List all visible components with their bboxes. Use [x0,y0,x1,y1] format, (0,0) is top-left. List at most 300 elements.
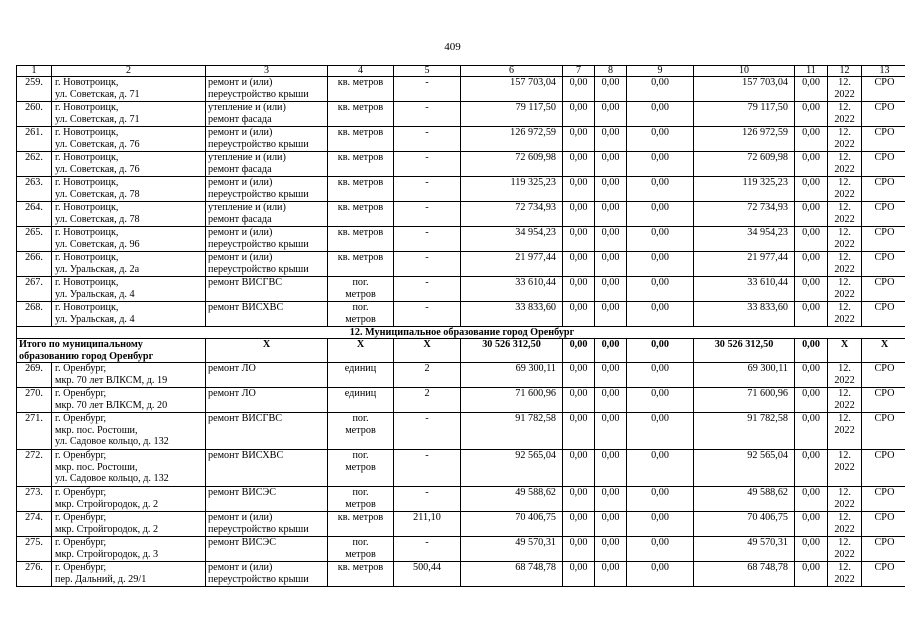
address-line: г. Новотроицк, [55,102,119,113]
address-line: ул. Садовое кольцо, д. 132 [55,436,169,448]
deadline-line: 2022 [834,399,855,411]
quantity [394,487,461,512]
cost-total-line: 92 565,04 [515,450,556,462]
cost-col7-line: 0,00 [569,102,588,113]
cost-col8-line: 0,00 [601,512,620,524]
row-number-line: 276. [25,562,43,574]
cost-col10-line: 34 954,23 [747,227,788,238]
address-line: г. Новотроицк, [55,227,119,238]
cost-col8-line: 0,00 [601,562,620,574]
work-type-line: переустройство крыши [208,88,309,100]
unit [328,202,394,227]
cost-col8 [595,363,627,388]
work-type [206,512,328,537]
table-row [17,537,905,562]
deadline-line: 12. [838,388,851,400]
cost-col11 [795,252,828,277]
cost-col10-line: 49 588,62 [747,487,788,499]
cost-col8-line: 0,00 [601,277,620,288]
deadline-line: 12. [838,277,851,288]
cost-total-line: 72 609,98 [515,152,556,163]
cost-total [461,512,563,537]
cost-col8 [595,302,627,327]
address-line: мкр. Стройгородок, д. 2 [55,498,159,510]
deadline-line: 12. [838,512,851,524]
cost-total [461,127,563,152]
total-cost [461,339,563,363]
cost-col7 [563,413,595,450]
address-line: г. Новотроицк, [55,202,119,213]
cost-col10 [694,202,795,227]
cost-col9 [627,277,694,302]
row-number [17,127,52,152]
row-number [17,450,52,487]
address-line: г. Оренбург, [55,450,107,462]
total-x5-line: X [423,339,431,350]
address-line: пер. Дальний, д. 29/1 [55,573,147,585]
unit-line: кв. метров [337,227,384,238]
table-row [17,127,905,152]
cost-col10 [694,512,795,537]
cost-col7 [563,562,595,587]
method [862,450,905,487]
cost-col8-line: 0,00 [601,487,620,499]
table-row [17,487,905,512]
cost-col7 [563,102,595,127]
total-col11 [795,339,828,363]
total-x3 [206,339,328,363]
unit [328,152,394,177]
quantity-line: 211,10 [413,512,441,524]
cost-col8 [595,487,627,512]
work-type-line: ремонт ВИСЭС [208,487,277,499]
table-row [17,450,905,487]
quantity-line: - [425,77,429,88]
address-line: ул. Уральская, д. 4 [55,288,135,300]
method-line: СРО [874,363,895,375]
deadline-line: 2022 [834,573,855,585]
row-number [17,202,52,227]
row-number-line: 269. [25,363,43,375]
address [52,302,206,327]
cost-col7 [563,512,595,537]
cost-col11 [795,562,828,587]
address [52,388,206,413]
address-line: г. Оренбург, [55,413,107,425]
method [862,202,905,227]
cost-col8 [595,127,627,152]
cost-total [461,277,563,302]
unit [328,102,394,127]
address-line: ул. Уральская, д. 2а [55,263,140,275]
unit [328,252,394,277]
deadline-line: 12. [838,152,851,163]
cost-col8-line: 0,00 [601,102,620,113]
deadline [828,388,862,413]
work-type [206,302,328,327]
cost-col9 [627,388,694,413]
deadline [828,302,862,327]
quantity [394,450,461,487]
cost-col8-line: 0,00 [601,77,620,88]
unit [328,413,394,450]
quantity [394,388,461,413]
cost-total-line: 49 588,62 [515,487,556,499]
quantity-line: - [425,252,429,263]
work-type [206,102,328,127]
quantity-line: - [425,413,429,425]
total-x13-line: X [880,339,889,350]
cost-col10 [694,363,795,388]
address [52,512,206,537]
unit [328,537,394,562]
address-line: г. Новотроицк, [55,77,119,88]
method-line: СРО [874,537,895,549]
column-number-4: 4 [328,66,394,77]
column-number-12: 12 [828,66,862,77]
cost-total [461,252,563,277]
cost-total-line: 68 748,78 [515,562,556,574]
method [862,177,905,202]
cost-col11-line: 0,00 [802,413,820,425]
address-line: г. Оренбург, [55,537,107,549]
method [862,487,905,512]
unit-line: пог. [352,450,369,462]
cost-col7 [563,363,595,388]
method-line: СРО [874,102,895,113]
address-line: ул. Уральская, д. 4 [55,313,135,325]
cost-col10 [694,152,795,177]
address-line: г. Оренбург, [55,487,107,499]
cost-col8-line: 0,00 [601,388,620,400]
cost-col10-line: 70 406,75 [747,512,788,524]
cost-col7-line: 0,00 [569,227,588,238]
row-number-line: 267. [25,277,43,288]
deadline [828,562,862,587]
cost-total [461,202,563,227]
work-type [206,537,328,562]
method [862,102,905,127]
cost-col10 [694,252,795,277]
deadline-line: 2022 [834,548,855,560]
cost-col10 [694,450,795,487]
row-number-line: 270. [25,388,43,400]
row-number-line: 261. [25,127,43,138]
cost-col11 [795,177,828,202]
section-header-row [17,327,905,339]
unit-line: кв. метров [337,127,384,138]
deadline-line: 2022 [834,88,855,100]
cost-col7-line: 0,00 [569,277,588,288]
address-line: г. Оренбург, [55,512,107,524]
unit [328,302,394,327]
quantity-line: 2 [424,363,430,375]
deadline [828,177,862,202]
cost-col8-line: 0,00 [601,227,620,238]
unit [328,77,394,102]
work-type [206,562,328,587]
address-line: г. Новотроицк, [55,177,119,188]
address-line: ул. Советская, д. 71 [55,88,140,100]
cost-col8-line: 0,00 [601,127,620,138]
address-line: г. Оренбург, [55,363,107,375]
cost-col10-line: 69 300,11 [747,363,788,375]
deadline-line: 12. [838,252,851,263]
address-line: ул. Советская, д. 76 [55,163,140,175]
deadline [828,450,862,487]
cost-col7 [563,388,595,413]
quantity [394,363,461,388]
cost-col9-line: 0,00 [651,413,669,425]
deadline [828,252,862,277]
deadline-line: 2022 [834,288,855,300]
row-number [17,302,52,327]
cost-total [461,177,563,202]
unit-line: пог. [352,487,369,499]
cost-col10 [694,388,795,413]
work-type-line: ремонт ВИСГВС [208,277,283,288]
deadline-line: 2022 [834,113,855,125]
cost-total [461,77,563,102]
method [862,562,905,587]
table-row [17,363,905,388]
work-type [206,202,328,227]
row-number [17,512,52,537]
total-col9 [627,339,694,363]
deadline [828,102,862,127]
deadline [828,363,862,388]
row-number [17,252,52,277]
unit [328,127,394,152]
work-type-line: ремонт фасада [208,113,272,125]
work-type-line: ремонт фасада [208,213,272,225]
cost-col7-line: 0,00 [569,202,588,213]
work-type-line: ремонт ВИСХВС [208,302,284,313]
cost-col8 [595,152,627,177]
cost-col10-line: 72 609,98 [747,152,788,163]
cost-col7-line: 0,00 [569,388,588,400]
cost-total [461,302,563,327]
deadline-line: 12. [838,177,851,188]
column-number-2: 2 [52,66,206,77]
work-type-line: ремонт ЛО [208,388,256,400]
quantity [394,202,461,227]
cost-col8 [595,102,627,127]
cost-col8 [595,413,627,450]
cost-col8 [595,512,627,537]
cost-col9-line: 0,00 [651,77,669,88]
cost-col7 [563,177,595,202]
method [862,512,905,537]
method-line: СРО [874,487,895,499]
unit [328,487,394,512]
address [52,363,206,388]
address [52,77,206,102]
cost-col9 [627,512,694,537]
cost-col10-line: 126 972,59 [742,127,788,138]
cost-col10-line: 71 600,96 [747,388,788,400]
quantity-line: - [425,450,429,462]
cost-col9 [627,363,694,388]
unit [328,227,394,252]
cost-col7 [563,537,595,562]
row-number [17,177,52,202]
cost-col8 [595,227,627,252]
cost-col7 [563,152,595,177]
cost-col10-line: 119 325,23 [742,177,788,188]
deadline-line: 12. [838,77,851,88]
quantity-line: - [425,177,429,188]
cost-col9-line: 0,00 [651,487,669,499]
quantity-line: - [425,302,429,313]
unit-line: кв. метров [337,177,384,188]
cost-total [461,450,563,487]
cost-col8 [595,277,627,302]
work-type-line: переустройство крыши [208,138,309,150]
deadline [828,227,862,252]
cost-col10-line: 91 782,58 [747,413,788,425]
cost-col7 [563,252,595,277]
quantity [394,302,461,327]
cost-col7-line: 0,00 [569,127,588,138]
cost-col10-line: 157 703,04 [742,77,788,88]
cost-col11 [795,102,828,127]
cost-col11 [795,537,828,562]
cost-col11-line: 0,00 [802,102,820,113]
method [862,227,905,252]
method [862,302,905,327]
method-line: СРО [874,177,895,188]
work-type-line: утепление и (или) [208,152,286,163]
unit-line: кв. метров [337,152,384,163]
total-label-line: Итого по муниципальному [19,339,143,350]
work-type-line: ремонт и (или) [208,177,273,188]
cost-total [461,487,563,512]
cost-col8-line: 0,00 [601,537,620,549]
cost-col10 [694,413,795,450]
work-type-line: ремонт ВИСХВС [208,450,284,462]
cost-col11 [795,388,828,413]
cost-col9 [627,562,694,587]
cost-col7-line: 0,00 [569,450,588,462]
section-title: 12. Муниципальное образование город Оренбург [17,327,905,339]
cost-col9-line: 0,00 [651,363,669,375]
cost-total-line: 33 833,60 [515,302,556,313]
quantity-line: 2 [424,388,430,400]
cost-total-line: 79 117,50 [515,102,556,113]
unit-line: кв. метров [337,102,384,113]
address [52,450,206,487]
method-line: СРО [874,450,895,462]
total-col8-line: 0,00 [601,339,620,350]
quantity [394,562,461,587]
work-type [206,363,328,388]
cost-total [461,102,563,127]
cost-col8 [595,202,627,227]
cost-col10 [694,127,795,152]
cost-total-line: 71 600,96 [515,388,556,400]
row-number-line: 260. [25,102,43,113]
cost-col9-line: 0,00 [651,177,669,188]
table-row [17,413,905,450]
work-type-line: переустройство крыши [208,523,309,535]
row-number-line: 275. [25,537,43,549]
total-cost-line: 30 526 312,50 [482,339,541,350]
work-type-line: утепление и (или) [208,202,286,213]
cost-col11 [795,202,828,227]
work-type-line: ремонт ЛО [208,363,256,375]
cost-col11 [795,127,828,152]
work-type [206,227,328,252]
cost-col8 [595,537,627,562]
cost-col11 [795,77,828,102]
cost-col8 [595,450,627,487]
address-line: мкр. 70 лет ВЛКСМ, д. 20 [55,399,168,411]
cost-col7 [563,227,595,252]
row-number-line: 266. [25,252,43,263]
cost-total-line: 33 610,44 [515,277,556,288]
cost-col7-line: 0,00 [569,413,588,425]
deadline-line: 12. [838,537,851,549]
quantity [394,227,461,252]
work-type-line: ремонт и (или) [208,127,273,138]
quantity [394,127,461,152]
column-number-11: 11 [795,66,828,77]
cost-col10 [694,177,795,202]
cost-col7 [563,202,595,227]
cost-col11-line: 0,00 [802,77,820,88]
cost-col8 [595,177,627,202]
cost-col10 [694,77,795,102]
cost-col10 [694,537,795,562]
quantity [394,77,461,102]
cost-col11-line: 0,00 [802,388,820,400]
column-number-9: 9 [627,66,694,77]
method [862,77,905,102]
row-number [17,388,52,413]
quantity [394,512,461,537]
cost-col11 [795,512,828,537]
cost-col7-line: 0,00 [569,487,588,499]
method-line: СРО [874,302,895,313]
quantity-line: 500,44 [412,562,441,574]
cost-col9-line: 0,00 [651,388,669,400]
unit-line: пог. [352,413,369,425]
unit-line: метров [345,424,376,436]
work-type-line: переустройство крыши [208,573,309,585]
row-number-line: 268. [25,302,43,313]
cost-col9-line: 0,00 [651,102,669,113]
work-type [206,127,328,152]
deadline-line: 2022 [834,461,855,473]
row-number [17,487,52,512]
deadline [828,512,862,537]
repair-program-table [16,65,905,587]
method [862,537,905,562]
cost-col8 [595,562,627,587]
unit [328,562,394,587]
cost-col9-line: 0,00 [651,202,669,213]
cost-col11 [795,450,828,487]
cost-col11 [795,277,828,302]
cost-col7-line: 0,00 [569,363,588,375]
cost-col9 [627,413,694,450]
work-type [206,152,328,177]
row-number-line: 262. [25,152,43,163]
cost-col7-line: 0,00 [569,562,588,574]
method-line: СРО [874,512,895,524]
method-line: СРО [874,277,895,288]
